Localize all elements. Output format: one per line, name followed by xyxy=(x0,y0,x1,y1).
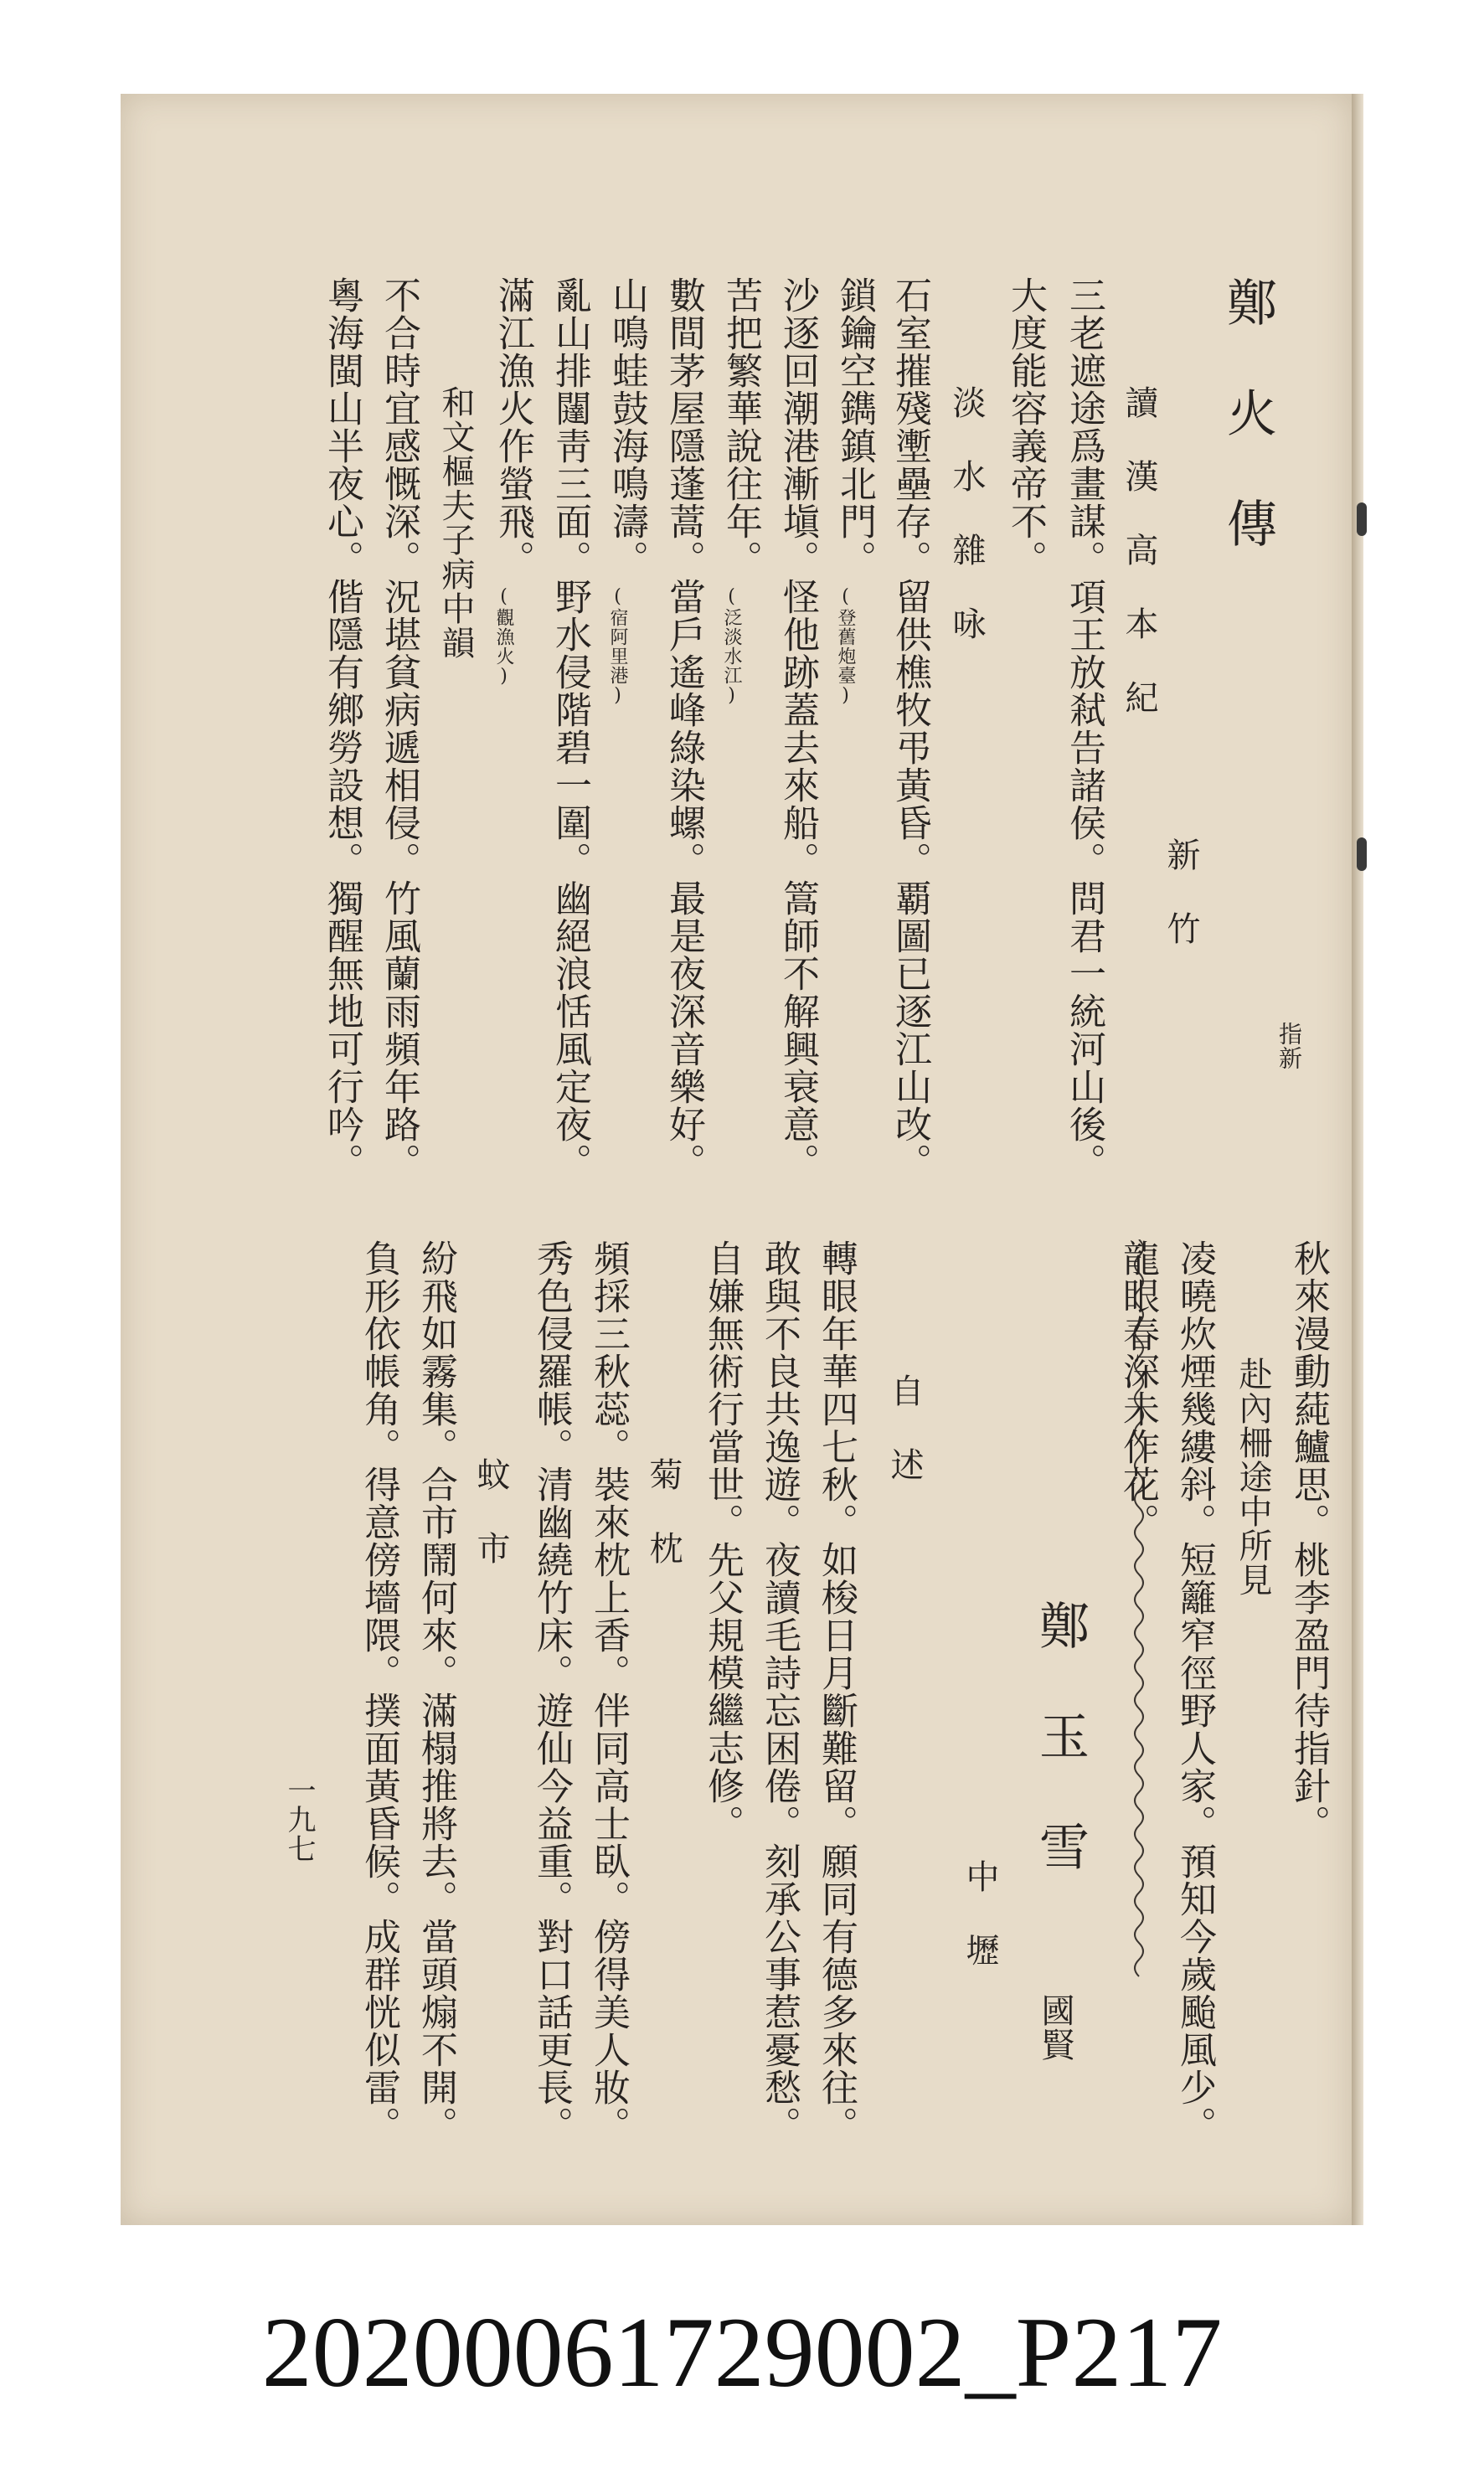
archive-id-caption: 20200061729002_P217 xyxy=(261,2296,1223,2408)
text-column-sub1: 讀 漢 高 本 紀 xyxy=(1120,385,1158,714)
text-column-sub2: 淡 水 雜 咏 xyxy=(947,385,986,641)
text-column-n2: (泛淡水江) xyxy=(721,586,742,707)
text-column-l1: 三老遮途爲畫謀。項王放弒告諸侯。問君一統河山後。 xyxy=(1063,276,1105,1181)
text-column-m8: 轉眼年華四七秋。如梭日月斷難留。願同有德多來往。 xyxy=(815,1239,858,2144)
text-column-pageno: 一九七 xyxy=(282,1775,316,1863)
text-column-m12: 頻採三秋蕊。裝來枕上香。伴同高士臥。傍得美人妝。 xyxy=(587,1239,630,2144)
text-column-m14: 蚊 市 xyxy=(471,1457,510,1565)
text-column-m2: 赴內柵途中所見 xyxy=(1234,1357,1272,1597)
text-column-m5b: 國賢 xyxy=(1036,1993,1074,2062)
text-column-l2: 大度能容義帝不。 xyxy=(1004,276,1047,578)
text-column-m10: 自嫌無術行當世。先父規模繼志修。 xyxy=(701,1239,744,1842)
text-column-n1: (登舊炮臺) xyxy=(835,586,856,707)
text-column-n4: (觀漁火) xyxy=(493,586,514,688)
text-column-l9: 亂山排闥靑三面。野水侵階碧一圍。幽絕浪恬風定夜。 xyxy=(549,276,591,1181)
text-column-m13: 秀色侵羅帳。清幽繞竹床。遊仙今益重。對口話更長。 xyxy=(530,1239,573,2144)
text-column-l8: 山鳴蛙鼓海鳴濤。 xyxy=(605,276,648,578)
text-column-title: 鄭 火 傳 xyxy=(1219,276,1277,549)
page-edge-shadow xyxy=(1352,94,1363,2225)
text-column-author_city: 新 竹 xyxy=(1162,837,1200,945)
text-column-l12: 粵海閩山半夜心。偕隱有鄉勞設想。獨醒無地可行吟。 xyxy=(321,276,363,1181)
text-column-m7: 自 述 xyxy=(885,1373,924,1481)
text-column-sub3: 和文樞夫子病中韻 xyxy=(436,385,475,660)
text-column-l3: 石室摧殘壍壘存。留供樵牧弔黃昏。覇圖已逐江山改。 xyxy=(889,276,931,1181)
text-column-m5: 鄭 玉 雪 xyxy=(1031,1600,1090,1872)
text-column-m16: 負形依帳角。得意傍墻隈。撲面黃昏候。成群恍似雷。 xyxy=(358,1239,400,2144)
text-column-m1: 秋來漫動蒓鱸思。桃李盈門待指針。 xyxy=(1287,1239,1330,1842)
text-column-l5: 沙逐回潮港漸塡。怪他跡蓋去來船。篙師不解興衰意。 xyxy=(776,276,819,1181)
binding-hole xyxy=(1357,837,1367,871)
text-column-m11: 菊 枕 xyxy=(644,1457,683,1565)
text-column-m4: 龍眼春深未作花。 xyxy=(1116,1239,1159,1541)
text-column-m9: 敢與不良共逸遊。夜讀毛詩忘困倦。刻承公事惹憂愁。 xyxy=(758,1239,801,2144)
text-column-author_name: 指新 xyxy=(1275,1022,1303,1070)
text-column-l11: 不合時宜感慨深。況堪貧病遞相侵。竹風蘭雨頻年路。 xyxy=(378,276,420,1181)
binding-hole xyxy=(1357,502,1367,536)
text-column-m3: 凌曉炊煙幾縷斜。短籬窄徑野人家。預知今歲颱風少。 xyxy=(1173,1239,1216,2144)
text-column-l4: 鎖鑰空鐫鎮北門。 xyxy=(833,276,876,578)
text-column-l7: 數間茅屋隱蓬蒿。當戶遙峰綠染螺。最是夜深音樂好。 xyxy=(662,276,705,1181)
text-column-m6: 中 壢 xyxy=(961,1859,999,1967)
text-column-n3: (宿阿里港) xyxy=(607,586,628,707)
text-column-l10: 滿江漁火作螢飛。 xyxy=(492,276,534,578)
text-column-l6: 苦把繁華說往年。 xyxy=(719,276,762,578)
text-column-m15: 紛飛如霧集。合市鬧何來。滿榻推將去。當頭煽不開。 xyxy=(415,1239,457,2144)
